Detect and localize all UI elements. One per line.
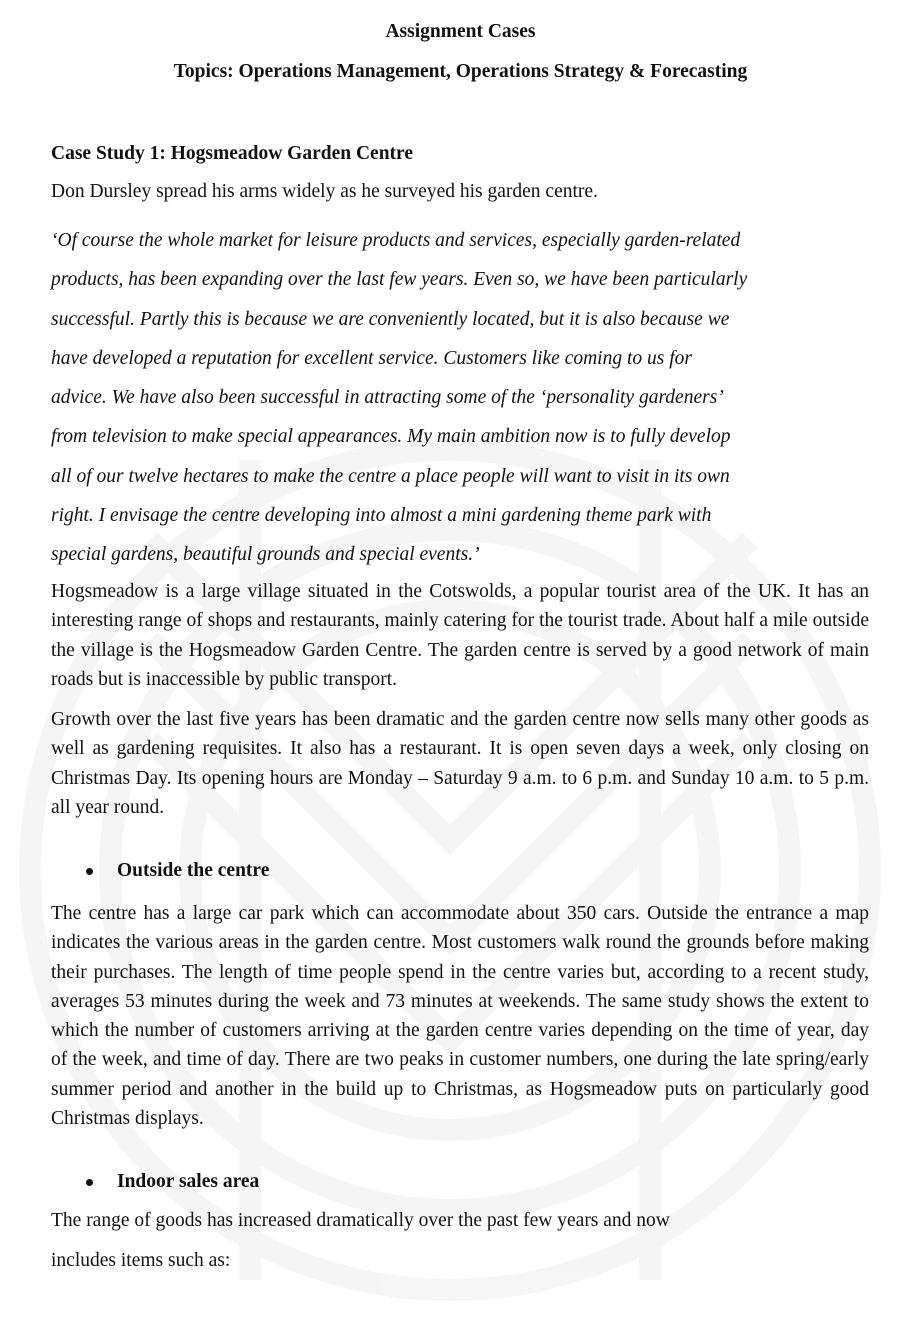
quote-line: ‘Of course the whole market for leisure products and services, especially garden-related: [51, 230, 741, 251]
bullet-indoor-sales: [86, 1171, 259, 1193]
document-title: Assignment Cases: [385, 21, 536, 42]
indoor-text-line: The range of goods has increased dramatically over the past few years and now: [51, 1210, 670, 1231]
document-topics: Topics: Operations Management, Operations Strategy & Forecasting: [173, 61, 748, 82]
quote-line: special gardens, beautiful grounds and special events.’: [51, 544, 480, 566]
bullet-dot-icon: [86, 1179, 93, 1186]
case-study-heading: Case Study 1: Hogsmeadow Garden Centre: [51, 143, 414, 164]
quote-line: advice. We have also been successful in attracting some of the ‘personality gardeners’: [51, 387, 724, 409]
quote-line: all of our twelve hectares to make the centre a place people will want to visit in its own: [51, 465, 730, 487]
paragraph-growth: Growth over the last five years has been dramatic and the garden centre now sells many other goods as well as gardening requisites. It also has a restaurant. It is open seven days a week, only closing on Christmas Day. Its opening hours are Monday – Saturday 9 a.m. to 6 p.m. and Sunday 10 a.m. to 5 p.m. all year round.: [51, 709, 869, 818]
quote-block: [51, 221, 851, 575]
quote-line: products, has been expanding over the last few years. Even so, we have been particularly: [51, 269, 748, 291]
quote-line: from television to make special appearances. My main ambition now is to fully develop: [51, 426, 731, 448]
indoor-text-line: includes items such as:: [51, 1250, 231, 1271]
bullet-heading: Outside the centre: [117, 860, 270, 881]
bullet-heading: Indoor sales area: [117, 1171, 260, 1192]
intro-sentence: Don Dursley spread his arms widely as he surveyed his garden centre.: [51, 181, 598, 202]
bullet-outside-centre: [86, 860, 269, 882]
bullet-dot-icon: [86, 868, 93, 875]
quote-line: have developed a reputation for excellent service. Customers like coming to us for: [51, 347, 692, 369]
paragraph-outside: The centre has a large car park which can accommodate about 350 cars. Outside the entrance a map indicates the various areas in the garden centre. Most customers walk round the grounds before making their purchases. The length of time people spend in the centre varies but, according to a recent study, averages 53 minutes during the week and 73 minutes at weekends. The same study shows the extent to which the number of customers arriving at the garden centre varies depending on the time of year, day of the week, and time of day. There are two peaks in customer numbers, one during the late spring/early summer period and another in the build up to Christmas, as Hogsmeadow puts on particularly good Christmas displays.: [51, 903, 869, 1130]
quote-line: successful. Partly this is because we are conveniently located, but it is also because we: [51, 308, 730, 330]
quote-line: right. I envisage the centre developing into almost a mini gardening theme park with: [51, 505, 712, 527]
paragraph-village: Hogsmeadow is a large village situated in the Cotswolds, a popular tourist area of the UK. It has an interesting range of shops and restaurants, mainly catering for the tourist trade. About half a mile outside the village is the Hogsmeadow Garden Centre. The garden centre is served by a good network of main roads but is inaccessible by public transport.: [51, 581, 869, 690]
